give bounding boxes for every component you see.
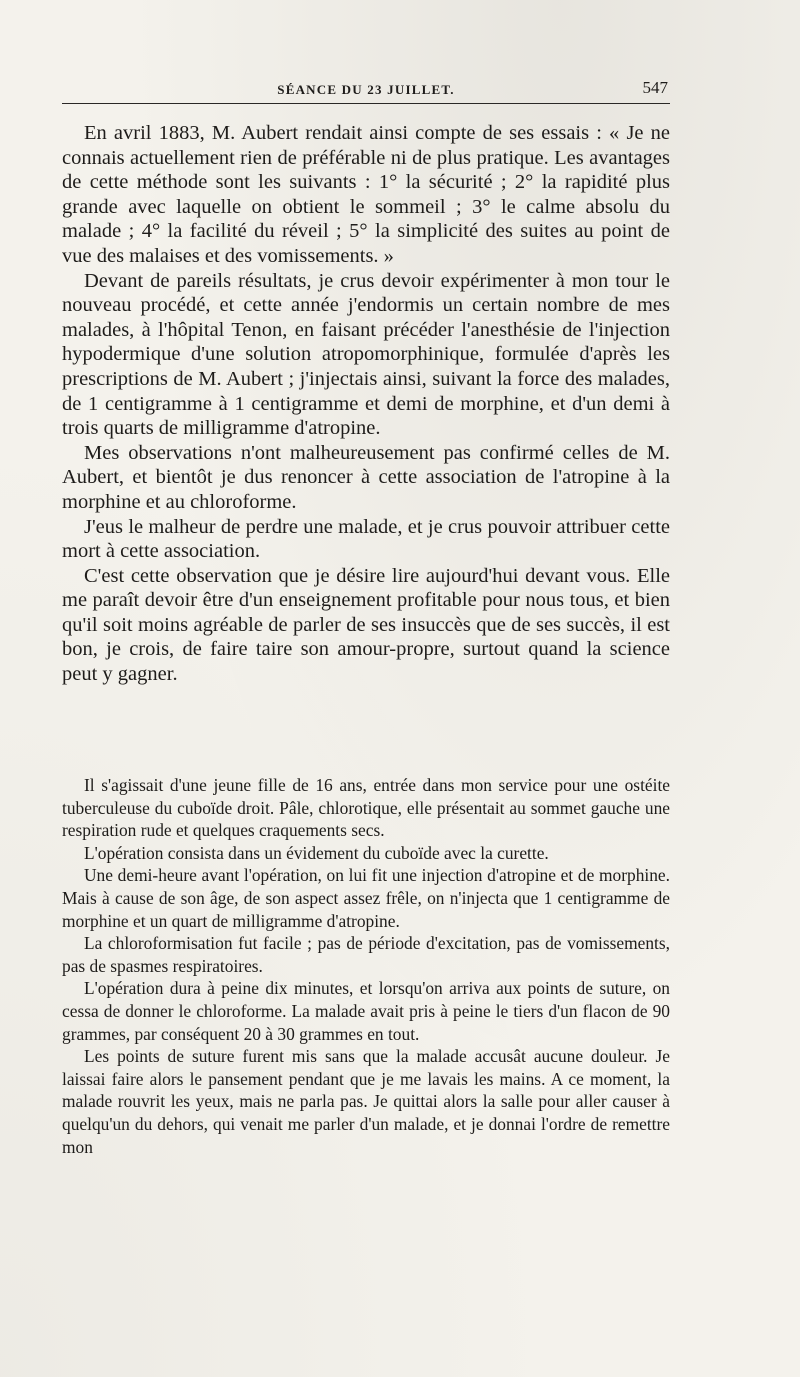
case-report [62, 774, 670, 1158]
case-paragraph-patient: Il s'agissait d'une jeune fille de 16 ans, entrée dans mon service pour une ostéite tuberculeuse du cuboïde droit. Pâle, chlorotique, elle présentait au sommet gauche une respiration rude et quelques craquements secs. [62, 775, 670, 841]
paragraph-observation-reading: C'est cette observation que je désire lire aujourd'hui devant vous. Elle me paraît devoir être d'un enseignement profitable pour nous tous, et bien qu'il soit moins agréable de parler de ses insuccès que de ses succès, il est bon, je crois, de faire taire son amour-propre, surtout quand la science peut y gagner. [62, 564, 670, 686]
case-paragraph-suture: Les points de suture furent mis sans que la malade accusât aucune douleur. Je laissai faire alors le pansement pendant que je me lavais les mains. A ce moment, la malade rouvrit les yeux, mais ne parla pas. Je quittai alors la salle pour aller causer à quelqu'un du dehors, qui venait me parler d'un malade, et je donnai l'ordre de remettre mon [62, 1046, 670, 1157]
case-paragraph-duration: L'opération dura à peine dix minutes, et lorsqu'on arriva aux points de suture, on cessa de donner le chloroforme. La malade avait pris à peine le tiers d'un flacon de 90 grammes, par conséquent 20 à 30 grammes en tout. [62, 978, 670, 1044]
main-text [62, 121, 670, 687]
header-rule [62, 103, 670, 104]
paragraph-observations: Mes observations n'ont malheureusement pas confirmé celles de M. Aubert, et bientôt je dus renoncer à cette association de l'atropine à la morphine et au chloroforme. [62, 441, 670, 513]
case-paragraph-chloroformisation: La chloroformisation fut facile ; pas de période d'excitation, pas de vomissements, pas de spasmes respiratoires. [62, 933, 670, 976]
page-header [62, 78, 670, 102]
page-number: 547 [642, 78, 668, 97]
paragraph-death: J'eus le malheur de perdre une malade, et je crus pouvoir attribuer cette mort à cette association. [62, 515, 670, 563]
running-title: SÉANCE DU 23 JUILLET. [277, 82, 455, 97]
case-paragraph-operation: L'opération consista dans un évidement du cuboïde avec la curette. [84, 842, 549, 863]
paragraph-aubert-quote: En avril 1883, M. Aubert rendait ainsi compte de ses essais : « Je ne connais actuellement rien de préférable ni de plus pratique. Les avantages de cette méthode sont les suivants : 1° la sécurité ; 2° la rapidité plus grande avec laquelle on obtient le sommeil ; 3° le calme absolu du malade ; 4° la facilité du réveil ; 5° la simplicité des suites au point de vue des malaises et des vomissements. » [62, 122, 670, 267]
case-paragraph-injection: Une demi-heure avant l'opération, on lui fit une injection d'atropine et de morphine. Mais à cause de son âge, de son aspect assez frêle, on n'injecta que 1 centigramme de morphine et un quart de milligramme d'atropine. [62, 865, 670, 931]
paragraph-experimentation: Devant de pareils résultats, je crus devoir expérimenter à mon tour le nouveau procédé, et cette année j'endormis un certain nombre de mes malades, à l'hôpital Tenon, en faisant précéder l'anesthésie de l'injection hypodermique d'une solution atropomorphinique, formulée d'après les prescriptions de M. Aubert ; j'injectais ainsi, suivant la force des malades, de 1 centigramme à 1 centigramme et demi de morphine, et d'un demi à trois quarts de milligramme d'atropine. [62, 269, 670, 440]
